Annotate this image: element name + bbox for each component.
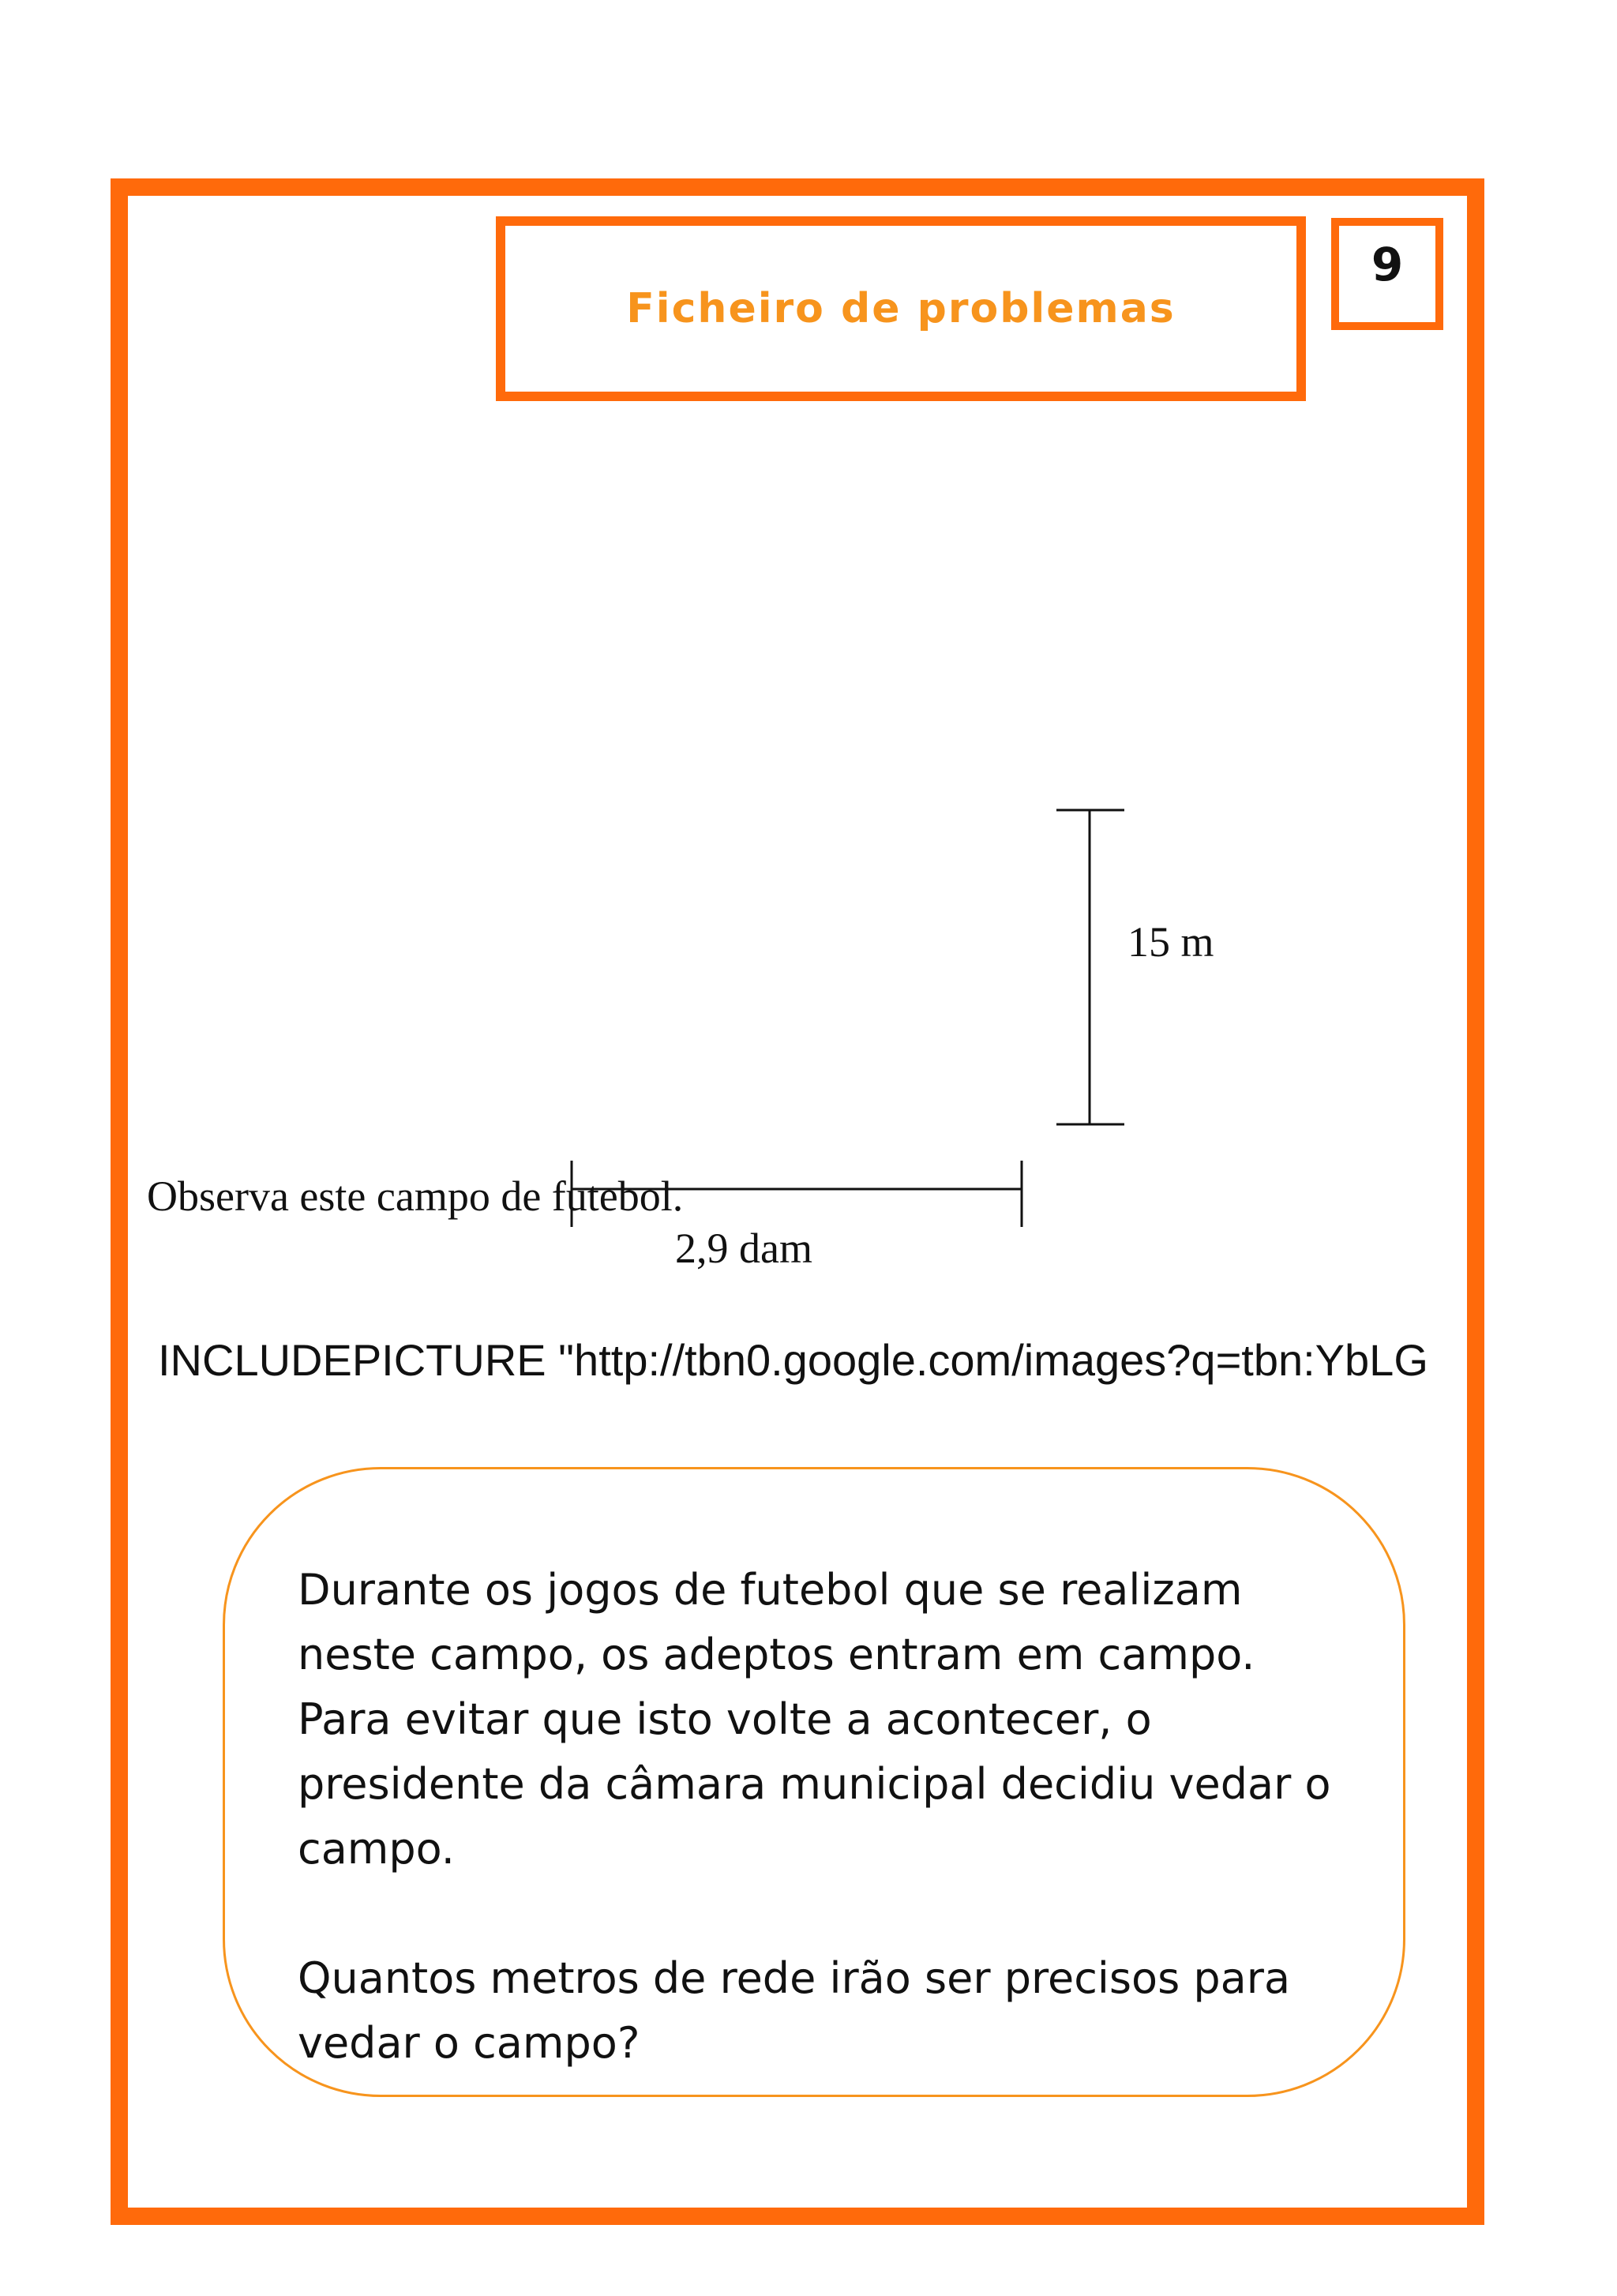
problem-text (298, 1558, 1356, 2076)
intro-text: Observa este campo de futebol. (147, 1172, 684, 1220)
card-number: 9 (1371, 238, 1404, 291)
card-number-box (1331, 218, 1443, 330)
problem-box (223, 1467, 1405, 2097)
height-dimension-label: 15 m (1127, 918, 1214, 966)
card-title: Ficheiro de problemas (626, 285, 1176, 332)
title-box (496, 216, 1306, 401)
problem-question: Quantos metros de rede irão ser precisos para vedar o campo? (298, 1953, 1291, 2068)
width-dimension-label: 2,9 dam (675, 1225, 812, 1272)
include-picture-field-code: INCLUDEPICTURE "http://tbn0.google.com/images?q=tbn:YbLG (158, 1335, 1428, 1385)
problem-paragraph-1: Durante os jogos de futebol que se realizam neste campo, os adeptos entram em campo. Para evitar que isto volte a acontecer, o presidente da câmara municipal decidiu vedar o campo. (298, 1565, 1331, 1874)
